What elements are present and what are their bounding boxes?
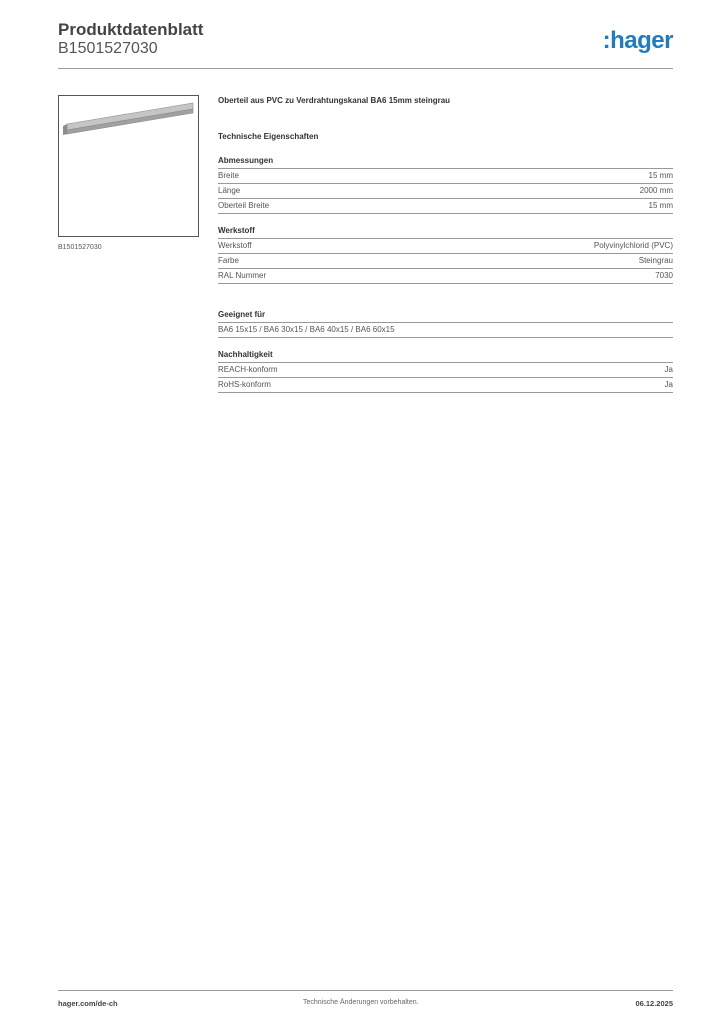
product-image [58,95,199,237]
spec-value: Steingrau [638,256,673,265]
footer-divider [58,990,673,991]
spec-value: Ja [664,380,673,389]
spec-label: RoHS-konform [218,380,271,389]
spec-row [218,363,673,378]
spec-label: Oberteil Breite [218,201,270,210]
group-dimensions [218,156,673,214]
group-title: Nachhaltigkeit [218,350,673,363]
spec-row [218,184,673,199]
product-id: B1501527030 [58,40,158,57]
spec-row [218,269,673,284]
footer-website-link[interactable]: hager.com/de-ch [58,999,118,1008]
hager-logo: :hager [602,27,673,54]
spec-label: REACH-konform [218,365,278,374]
spec-row [218,239,673,254]
header-divider [58,68,673,69]
spec-value: Polyvinylchlorid (PVC) [593,241,673,250]
spec-label: Werkstoff [218,241,252,250]
spec-label: Länge [218,186,241,195]
spec-label: Breite [218,171,239,180]
group-title: Werkstoff [218,226,673,239]
spec-label: Farbe [218,256,239,265]
spec-value: 7030 [655,271,673,280]
product-title: Oberteil aus PVC zu Verdrahtungskanal BA6 15mm steingrau [218,96,451,105]
image-caption: B1501527030 [58,244,102,251]
group-material [218,226,673,284]
footer-notice: Technische Änderungen vorbehalten. [303,999,419,1006]
spec-value: Ja [664,365,673,374]
spec-row [218,254,673,269]
group-sustainability [218,350,673,393]
page-title: Produktdatenblatt [58,20,204,39]
group-title: Abmessungen [218,156,673,169]
spec-label: RAL Nummer [218,271,267,280]
footer-date: 06.12.2025 [635,999,673,1008]
group-title: Geeignet für [218,310,673,323]
spec-value: 15 mm [648,201,673,210]
spec-label: BA6 15x15 / BA6 30x15 / BA6 40x15 / BA6 60x15 [218,325,395,334]
spec-row [218,199,673,214]
product-illustration [59,96,198,236]
spec-value: 2000 mm [639,186,673,195]
section-heading: Technische Eigenschaften [218,132,319,141]
spec-row [218,378,673,393]
group-compatible [218,310,673,338]
spec-row [218,323,673,338]
spec-content [218,96,673,405]
spec-row [218,169,673,184]
spec-value: 15 mm [648,171,673,180]
